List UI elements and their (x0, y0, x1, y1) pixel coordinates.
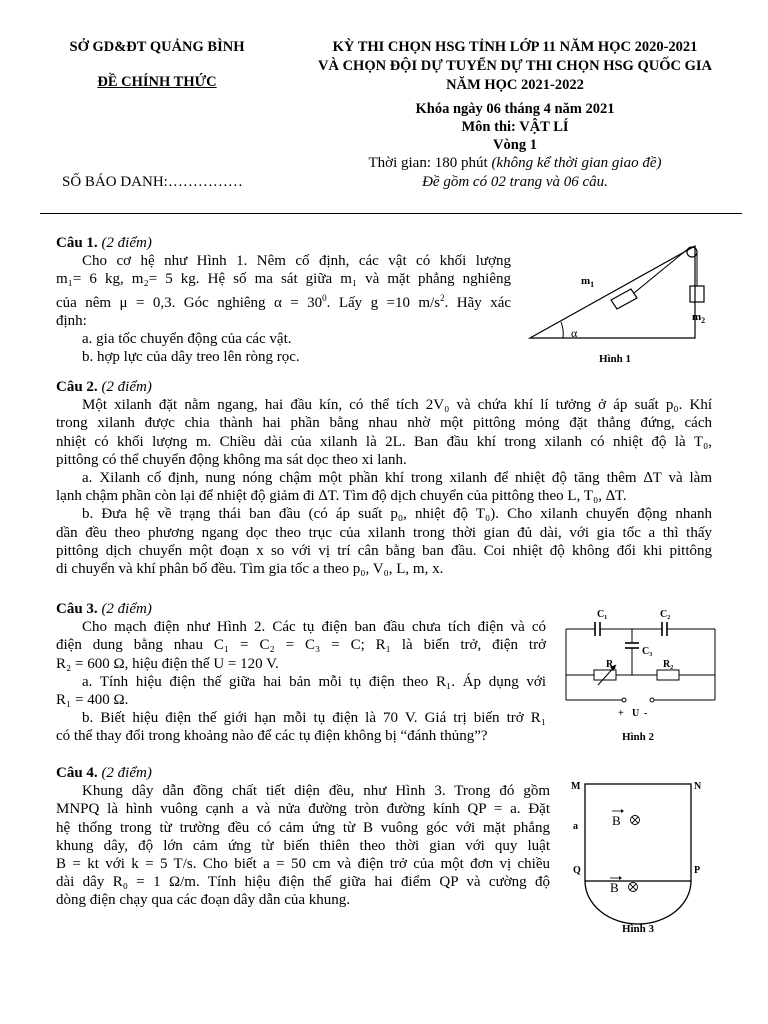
label-plus: + (618, 708, 624, 719)
label-c2: C₂ (660, 609, 671, 620)
exam-title-3: NĂM HỌC 2021-2022 (446, 77, 584, 93)
q1-points: (2 điểm) (101, 235, 152, 251)
q2-a: a. Xilanh cố định, nung nóng chậm một phần khí trong xilanh để nhiệt độ tăng thêm ∆T và làm (82, 470, 712, 487)
exam-title-1: KỲ THI CHỌN HSG TỈNH LỚP 11 NĂM HỌC 2020-2021 (332, 39, 698, 55)
q4-title: Câu 4. (56, 765, 98, 781)
q1-line: định: (56, 312, 87, 329)
q1-sup: 2 (440, 292, 445, 303)
q4-line: B = kt với k = 5 T/s. Cho biết a = 50 cm và điện trở của một đơn vị chiều (56, 856, 550, 873)
q4-line: dài dây R₀ = 1 Ω/m. Tính hiệu điện thế giữa hai điểm QP và cường độ (56, 874, 550, 891)
label-b: B (610, 880, 619, 895)
header-divider (40, 213, 742, 214)
exam-title-2: VÀ CHỌN ĐỘI DỰ TUYỂN DỰ THI CHỌN HSG QUỐC GIA (318, 58, 712, 74)
candidate-number: SỐ BÁO DANH:…………… (62, 174, 243, 190)
label-a: a (573, 821, 578, 832)
q3-line: điện dung bằng nhau C₁ = C₂ = C₃ = C; R₁ là biến trở, điện trở (56, 637, 546, 654)
label-r2: R₂ (663, 659, 674, 670)
label-m1: $m_1$ (581, 275, 595, 289)
time-main: Thời gian: 180 phút (368, 155, 488, 171)
block-m1 (611, 289, 637, 309)
org-name: SỞ GD&ĐT QUẢNG BÌNH (69, 39, 245, 55)
question-1 (56, 234, 511, 366)
incline-wedge (530, 246, 695, 338)
q3-line: R₂ = 600 Ω, hiệu điện thế U = 120 V. (56, 655, 279, 672)
figure-1-caption: Hình 1 (598, 353, 632, 365)
label-Q: Q (573, 865, 581, 876)
q2-b: b. Đưa hệ về trạng thái ban đầu (có áp suất p₀, nhiệt độ T₀). Cho xilanh chuyển động nhanh (82, 506, 712, 523)
figure-1 (525, 238, 715, 368)
exam-round: Vòng 1 (493, 137, 537, 153)
q4-line: khung dây, độ lớn cảm ứng từ biến thiên theo thời gian với quy luật (56, 837, 550, 854)
q4-line: dòng điện chạy qua các đoạn dây dẫn của khung. (56, 892, 351, 909)
q4-line: hệ thống trong từ trường đều có cảm ứng từ B vuông góc với mặt phẳng (56, 819, 550, 836)
block-m2 (690, 286, 704, 302)
figure-2-caption: Hình 2 (621, 731, 655, 743)
q2-line: nhiệt có khối lượng m. Chiều dài của xilanh là 2L. Ban đầu khí trong xilanh có nhiệt độ là T₀, (56, 433, 712, 450)
vector-arrow-head (619, 876, 622, 880)
resistor-r1 (594, 670, 616, 680)
q2-b: dần đều theo phương ngang dọc theo trục của xilanh trong thời gian đủ dài, với gia tốc a thì thấy (56, 524, 712, 541)
q1-line: . Lấy g =10 m/s (326, 294, 441, 311)
q3-line: Cho mạch điện như Hình 2. Các tụ điện ban đầu chưa tích điện và có (82, 619, 546, 636)
q4-points: (2 điểm) (101, 765, 152, 781)
q2-line: Một xilanh đặt nằm ngang, hai đầu kín, có thể tích 2V₀ và chứa khí lí tưởng ở áp suất p₀. Khí (82, 397, 712, 414)
figure-3-caption: Hình 3 (621, 923, 655, 935)
q1-sup: 0 (322, 292, 327, 303)
q1-line: Cho cơ hệ như Hình 1. Nêm cố định, các vật có khối lượng (82, 253, 511, 270)
label-alpha: α (571, 326, 578, 340)
q1-b: b. hợp lực của dây treo lên ròng rọc. (82, 349, 300, 366)
exam-date: Khóa ngày 06 tháng 4 năm 2021 (415, 101, 615, 117)
label-r1: R₁ (606, 659, 617, 670)
label-m2: $m_2$ (692, 311, 706, 325)
label-minus: - (644, 708, 648, 719)
terminal-plus (622, 698, 626, 702)
q3-points: (2 điểm) (101, 601, 152, 617)
q1-a: a. gia tốc chuyển động của các vật. (82, 331, 292, 348)
label-c1: C₁ (597, 609, 608, 620)
label-N: N (694, 781, 702, 792)
angle-arc (561, 322, 563, 338)
q3-b: có thể thay đổi trong khoảng nào để các tụ điện không bị “đánh thủng”? (56, 728, 488, 745)
label-M: M (571, 781, 581, 792)
q2-line: trong xilanh được chia thành hai phần bằng nhau nhờ một pittông mỏng đặt thẳng đứng, cách (56, 415, 712, 432)
q1-line: của nêm μ = 0,3. Góc nghiêng α = 30 (56, 294, 323, 311)
question-2 (56, 378, 712, 578)
question-3 (56, 600, 546, 746)
rope-incline (634, 248, 689, 293)
q1-title: Câu 1. (56, 235, 98, 251)
q4-line: Khung dây dẫn đồng chất tiết diện đều, như Hình 3. Trong đó gồm (82, 783, 550, 800)
label-P: P (694, 865, 701, 876)
q2-points: (2 điểm) (101, 379, 152, 395)
q2-b: di chuyển và khí phân bố đều. Tìm gia tốc a theo p₀, V₀, L, m, x. (56, 561, 444, 578)
vector-arrow-head (621, 809, 624, 813)
figure-3 (565, 774, 715, 936)
resistor-r2 (657, 670, 679, 680)
official-label: ĐỀ CHÍNH THỨC (97, 74, 217, 90)
label-u: U (632, 708, 640, 719)
semicircle-frame (585, 881, 691, 924)
q3-title: Câu 3. (56, 601, 98, 617)
exam-time (290, 155, 740, 172)
q3-a: R₁ = 400 Ω. (56, 692, 129, 709)
b-field-semicircle (610, 876, 638, 895)
label-b: B (612, 813, 621, 828)
terminal-minus (650, 698, 654, 702)
q2-line: pittông có thể chuyển động không ma sát dọc theo xi lanh. (56, 451, 407, 468)
square-frame (585, 784, 691, 881)
q2-title: Câu 2. (56, 379, 98, 395)
q3-b: b. Biết hiệu điện thế giới hạn mỗi tụ điện là 70 V. Giá trị biến trở R₁ (82, 710, 546, 727)
q4-line: MNPQ là hình vuông cạnh a và nửa đường tròn đường kính QP = a. Đặt (56, 801, 550, 818)
exam-pages: Đề gồm có 02 trang và 06 câu. (422, 174, 608, 190)
q2-a: lạnh chậm phần còn lại để nhiệt độ giảm đi ∆T. Tìm độ dịch chuyển của pittông theo L, T₀, ∆T. (56, 488, 627, 505)
q1-line: m₁= 6 kg, m₂= 5 kg. Hệ số ma sát giữa m₁ và mặt phẳng nghiêng (56, 271, 511, 288)
figure-2 (562, 603, 722, 743)
question-4 (56, 764, 550, 910)
b-field-square (612, 809, 640, 828)
time-note: (không kể thời gian giao đề) (491, 155, 662, 171)
exam-subject: Môn thi: VẬT LÍ (461, 119, 569, 135)
q1-line: . Hãy xác (444, 294, 512, 311)
label-c3: C₃ (642, 646, 653, 657)
q3-a: a. Tính hiệu điện thế giữa hai bản mỗi tụ điện theo R₁. Áp dụng với (82, 673, 546, 690)
q2-b: pittông dịch chuyển một đoạn x so với vị trí cân bằng ban đầu. Coi nhiệt độ không đổi khi pittông (56, 542, 712, 559)
